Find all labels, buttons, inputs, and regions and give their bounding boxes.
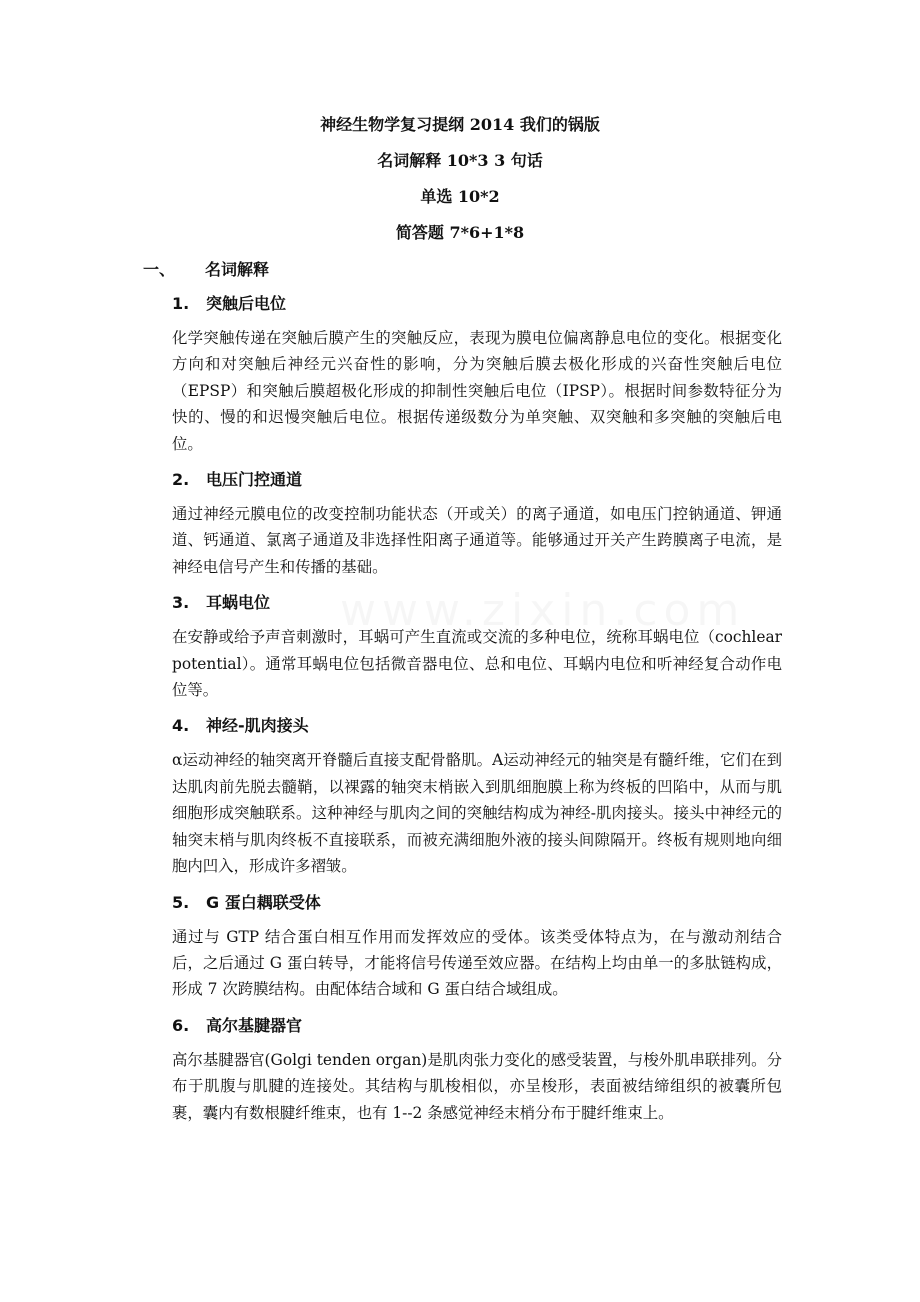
term-item (172, 291, 782, 457)
term-title: 耳蜗电位 (206, 593, 271, 613)
document-header (0, 112, 920, 256)
section-number: 一、 (143, 260, 176, 279)
term-title: 高尔基腱器官 (206, 1015, 303, 1035)
term-item (172, 1013, 782, 1126)
term-number: 4. (172, 716, 190, 736)
term-number: 2. (172, 470, 190, 490)
term-definition: α运动神经的轴突离开脊髓后直接支配骨骼肌。A运动神经元的轴突是有髓纤维，它们在到达肌肉前先脱去髓鞘，以裸露的轴突末梢嵌入到肌细胞膜上称为终板的凹陷中，从而与肌细胞形成突触联系。这种神经与肌肉之间的突触结构成为神经-肌肉接头。接头中神经元的轴突末梢与肌肉终板不直接联系，而被充满细胞外液的接头间隙隔开。终板有规则地向细胞内凹入，形成许多褶皱。 (172, 751, 782, 876)
term-heading (172, 713, 782, 739)
exam-format-single-choice: 单选 10*2 (420, 187, 500, 206)
term-definition: 化学突触传递在突触后膜产生的突触反应，表现为膜电位偏离静息电位的变化。根据变化方向和对突触后神经元兴奋性的影响，分为突触后膜去极化形成的兴奋性突触后电位（EPSP）和突触后膜超极化形成的抑制性突触后电位（IPSP）。根据时间参数特征分为快的、慢的和迟慢突触后电位。根据传递级数分为单突触、双突触和多突触的突触后电位。 (172, 329, 782, 453)
term-title: 电压门控通道 (206, 470, 303, 490)
term-list (172, 291, 782, 1136)
term-heading (172, 890, 782, 916)
term-heading (172, 1013, 782, 1039)
term-number: 1. (172, 294, 190, 313)
term-title: 突触后电位 (206, 294, 287, 313)
exam-format-short-answer: 简答题 7*6+1*8 (395, 223, 525, 242)
term-number: 5. (172, 892, 190, 912)
term-definition: 通过与 GTP 结合蛋白相互作用而发挥效应的受体。该类受体特点为，在与激动剂结合后，之后通过 G 蛋白转导，才能将信号传递至效应器。在结构上均由单一的多肽链构成，形成 7 次跨膜结构。由配体结合域和 G 蛋白结合域组成。 (172, 927, 782, 999)
section-heading (143, 257, 269, 283)
term-item (172, 467, 782, 580)
term-title: G 蛋白耦联受体 (206, 892, 321, 912)
term-heading (172, 467, 782, 493)
term-definition: 在安静或给予声音刺激时，耳蜗可产生直流或交流的多种电位，统称耳蜗电位（cochlear potential）。通常耳蜗电位包括微音器电位、总和电位、耳蜗内电位和听神经复合动作电位等。 (172, 628, 782, 700)
term-heading (172, 590, 782, 616)
term-heading (172, 291, 782, 317)
term-number: 3. (172, 593, 190, 613)
document-title: 神经生物学复习提纲 2014 我们的锅版 (320, 115, 600, 134)
term-definition: 通过神经元膜电位的改变控制功能状态（开或关）的离子通道，如电压门控钠通道、钾通道、钙通道、氯离子通道及非选择性阳离子通道等。能够通过开关产生跨膜离子电流，是神经电信号产生和传播的基础。 (172, 505, 782, 576)
term-item (172, 713, 782, 879)
term-number: 6. (172, 1015, 190, 1035)
exam-format-definitions: 名词解释 10*3 3 句话 (377, 151, 543, 170)
term-item (172, 590, 782, 703)
term-item (172, 890, 782, 1003)
term-definition: 高尔基腱器官(Golgi tenden organ)是肌肉张力变化的感受装置，与梭外肌串联排列。分布于肌腹与肌腱的连接处。其结构与肌梭相似，亦呈梭形，表面被结缔组织的被囊所包裹，囊内有数根腱纤维束，也有 1--2 条感觉神经末梢分布于腱纤维束上。 (172, 1050, 782, 1122)
section-title: 名词解释 (205, 260, 270, 279)
term-title: 神经-肌肉接头 (206, 716, 309, 736)
